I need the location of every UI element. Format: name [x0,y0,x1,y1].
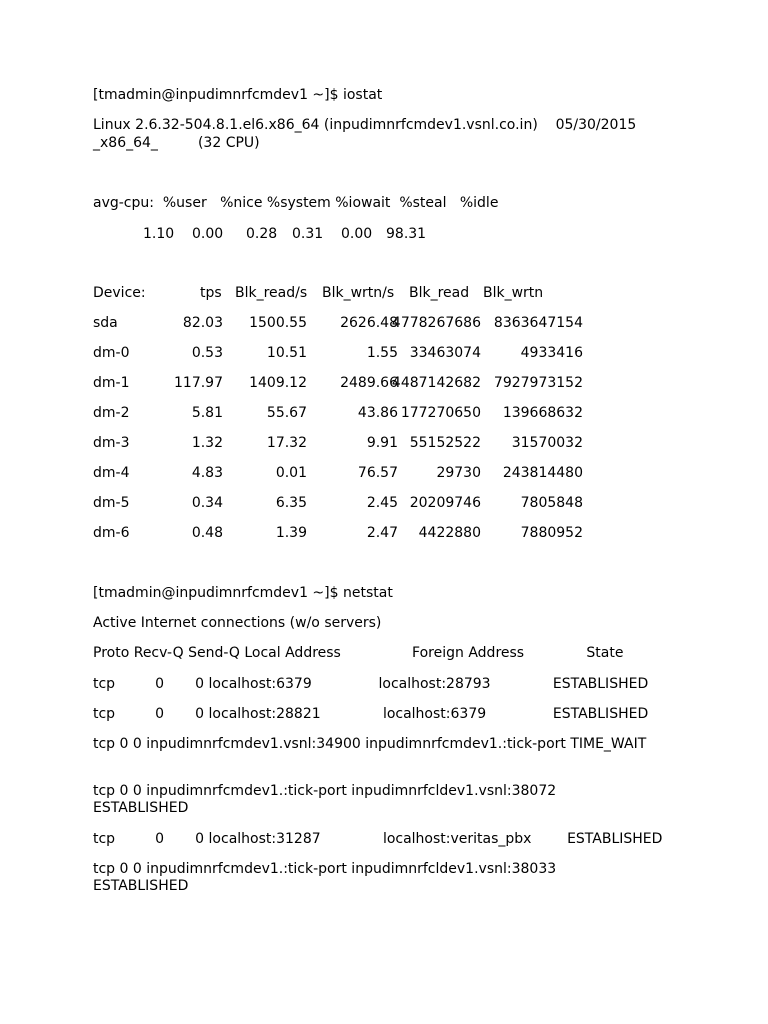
device-tps: 1.32 [191,435,223,451]
device-tps: 5.81 [191,405,223,421]
device-blk-read-s: 17.32 [266,435,307,451]
device-tps: 117.97 [174,375,223,391]
device-blk-read-s: 1500.55 [249,315,307,331]
netstat-header: Proto Recv-Q Send-Q Local Address Foreign Address State [93,645,624,661]
device-tps: 0.34 [191,495,223,511]
device-name: dm-4 [93,465,130,481]
device-blk-read-s: 1.39 [275,525,307,541]
netstat-row: tcp 0 0 localhost:28821 localhost:6379 ESTABLISHED [93,706,649,722]
device-blk-read-s: 55.67 [266,405,307,421]
device-name: dm-2 [93,405,130,421]
sysinfo-line-1: Linux 2.6.32-504.8.1.el6.x86_64 (inpudimnrfcmdev1.vsnl.co.in) 05/30/2015 [93,117,637,133]
cpu-iowait-value: 0.31 [292,226,324,242]
netstat-row: tcp 0 0 localhost:6379 localhost:28793 ESTABLISHED [93,676,649,692]
device-blk-read: 33463074 [409,345,481,361]
device-blk-wrtn-s: 2.45 [366,495,398,511]
cpu-idle-value: 98.31 [386,226,427,242]
device-tps: 0.48 [191,525,223,541]
device-name: dm-3 [93,435,130,451]
device-blk-read: 4487142682 [391,375,481,391]
iostat-prompt: [tmadmin@inpudimnrfcmdev1 ~]$ iostat [93,87,383,103]
device-name: dm-6 [93,525,130,541]
device-blk-read: 4778267686 [391,315,481,331]
netstat-prompt: [tmadmin@inpudimnrfcmdev1 ~]$ netstat [93,585,393,601]
device-blk-wrtn: 243814480 [502,465,583,481]
device-blk-wrtn-s: 2.47 [366,525,398,541]
cpu-nice-value: 0.00 [192,226,224,242]
device-blk-wrtn-s: 9.91 [366,435,398,451]
device-blk-wrtn-s: 1.55 [366,345,398,361]
header-blk-read: Blk_read [409,285,470,301]
header-device: Device: [93,285,146,301]
cpu-user-value: 1.10 [143,226,175,242]
device-blk-wrtn-s: 43.86 [357,405,398,421]
device-blk-read: 20209746 [409,495,481,511]
cpu-header: avg-cpu: %user %nice %system %iowait %steal %idle [93,195,499,211]
device-blk-read-s: 6.35 [275,495,307,511]
netstat-row: tcp 0 0 localhost:31287 localhost:veritas_pbx ESTABLISHED [93,831,663,847]
header-blk-wrtn: Blk_wrtn [483,285,544,301]
header-blk-read-s: Blk_read/s [235,285,308,301]
netstat-row: tcp 0 0 inpudimnrfcmdev1.vsnl:34900 inpudimnrfcmdev1.:tick-port TIME_WAIT [93,736,647,752]
device-blk-wrtn: 7927973152 [493,375,583,391]
device-tps: 82.03 [182,315,223,331]
netstat-row: tcp 0 0 inpudimnrfcmdev1.:tick-port inpudimnrfcldev1.vsnl:38033 ESTABLISHED [93,861,557,894]
device-blk-read: 29730 [436,465,481,481]
device-blk-wrtn: 7880952 [520,525,583,541]
device-blk-wrtn: 31570032 [511,435,583,451]
device-blk-wrtn: 139668632 [502,405,583,421]
netstat-row: tcp 0 0 inpudimnrfcmdev1.:tick-port inpudimnrfcldev1.vsnl:38072 ESTABLISHED [93,783,557,816]
device-blk-read: 177270650 [400,405,481,421]
device-name: dm-0 [93,345,130,361]
device-blk-read: 55152522 [409,435,481,451]
device-blk-wrtn-s: 76.57 [357,465,398,481]
device-blk-read-s: 10.51 [266,345,307,361]
header-blk-wrtn-s: Blk_wrtn/s [322,285,395,301]
cpu-system-value: 0.28 [246,226,278,242]
cpu-steal-value: 0.00 [341,226,373,242]
device-name: dm-1 [93,375,130,391]
device-tps: 0.53 [191,345,223,361]
device-blk-wrtn-s: 2489.66 [340,375,398,391]
sysinfo-line-2: _x86_64_ (32 CPU) [93,135,260,151]
header-tps: tps [200,285,222,301]
device-blk-wrtn: 4933416 [520,345,583,361]
device-name: sda [93,315,118,331]
device-blk-read: 4422880 [418,525,481,541]
device-tps: 4.83 [191,465,223,481]
device-blk-wrtn-s: 2626.48 [340,315,398,331]
device-blk-read-s: 1409.12 [249,375,307,391]
netstat-title: Active Internet connections (w/o servers) [93,615,382,631]
device-blk-wrtn: 7805848 [520,495,583,511]
device-blk-wrtn: 8363647154 [493,315,583,331]
device-name: dm-5 [93,495,130,511]
device-blk-read-s: 0.01 [275,465,307,481]
